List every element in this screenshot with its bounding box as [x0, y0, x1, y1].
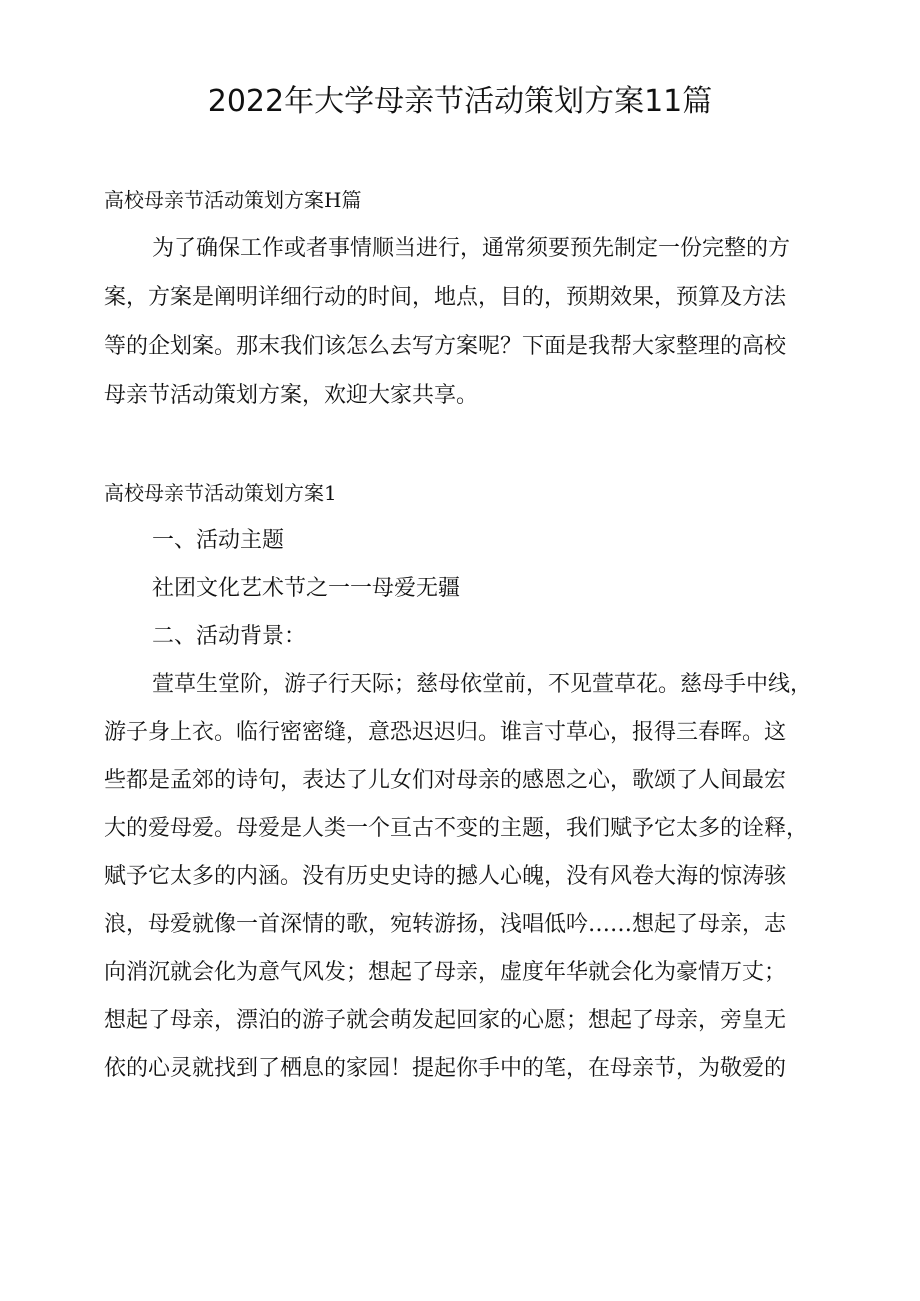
intro-line-3: 等的企划案。那末我们该怎么去写方案呢？下面是我帮大家整理的高校: [104, 334, 787, 359]
document-subtitle: 高校母亲节活动策划方案H篇: [104, 188, 362, 212]
background-line-2: 游子身上衣。临行密密缝，意恐迟迟归。谁言寸草心，报得三春晖。这: [104, 720, 787, 745]
background-line-8: 想起了母亲，漂泊的游子就会萌发起回家的心愿；想起了母亲，旁皇无: [104, 1008, 787, 1033]
section-title: 高校母亲节活动策划方案1: [104, 481, 337, 505]
background-line-9: 依的心灵就找到了栖息的家园！提起你手中的笔，在母亲节，为敬爱的: [104, 1056, 787, 1081]
heading-activity-theme: 一、活动主题: [152, 528, 285, 553]
background-line-5: 赋予它太多的内涵。没有历史史诗的撼人心魄，没有风卷大海的惊涛骇: [104, 864, 787, 889]
intro-line-2: 案，方案是阐明详细行动的时间，地点，目的，预期效果，预算及方法: [104, 285, 787, 310]
heading-activity-background: 二、活动背景：: [152, 624, 307, 649]
intro-line-4: 母亲节活动策划方案，欢迎大家共享。: [104, 383, 479, 408]
activity-theme-text: 社团文化艺术节之一一母爱无疆: [152, 576, 461, 601]
background-line-4: 大的爱母爱。母爱是人类一个亘古不变的主题，我们赋予它太多的诠释，: [104, 816, 809, 841]
document-title: 2022年大学母亲节活动策划方案11篇: [207, 84, 713, 119]
intro-line-1: 为了确保工作或者事情顺当进行，通常须要预先制定一份完整的方: [152, 236, 791, 261]
background-line-7: 向消沉就会化为意气风发；想起了母亲，虚度年华就会化为豪情万丈；: [104, 960, 787, 985]
background-line-3: 些都是孟郊的诗句，表达了儿女们对母亲的感恩之心，歌颂了人间最宏: [104, 768, 787, 793]
background-line-1: 萱草生堂阶，游子行天际；慈母依堂前，不见萱草花。慈母手中线，: [152, 672, 813, 697]
background-line-6: 浪，母爱就像一首深情的歌，宛转游扬，浅唱低吟……想起了母亲，志: [104, 912, 787, 937]
